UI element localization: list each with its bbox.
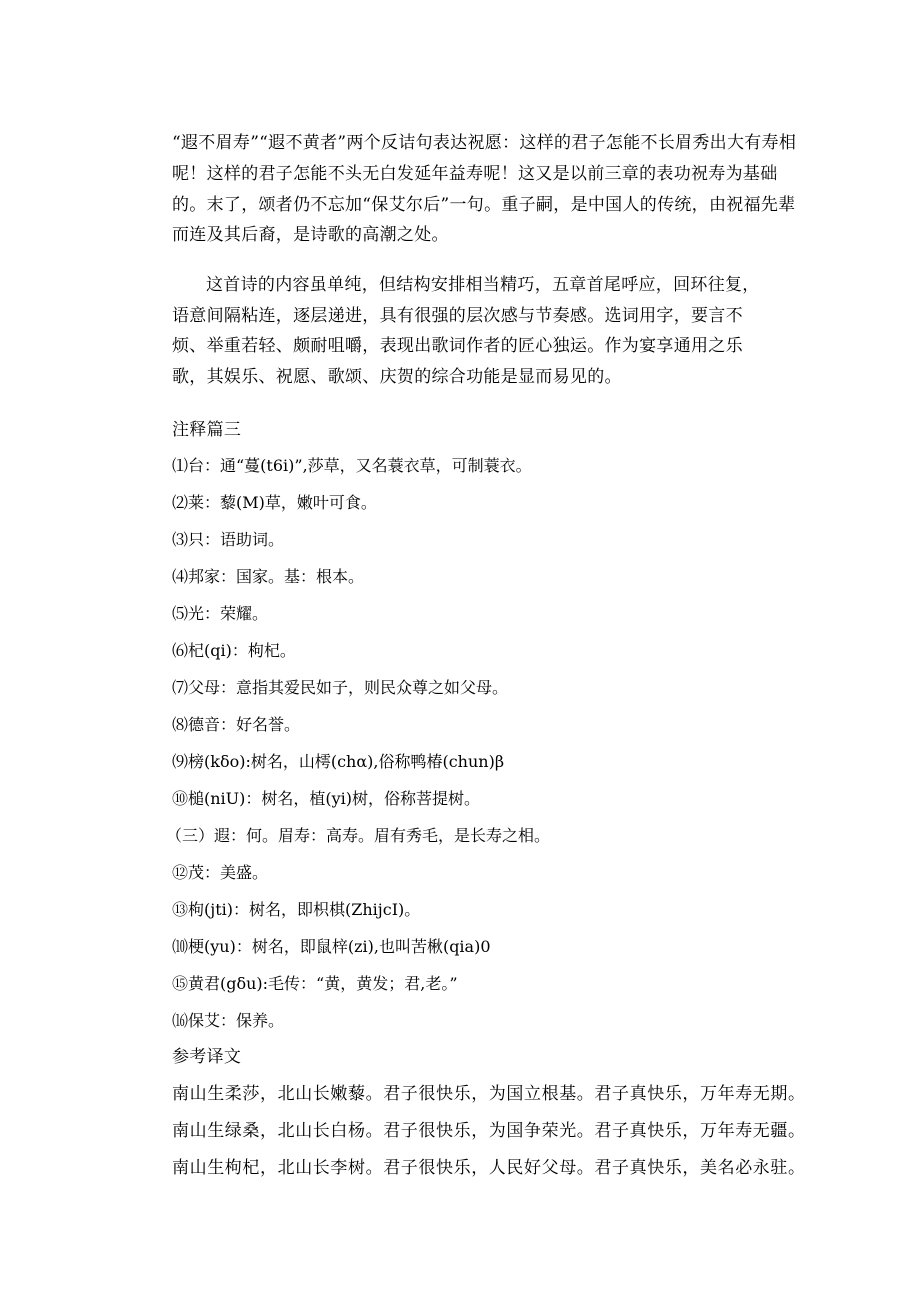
note-item: ⑺父母：意指其爱民如子，则民众尊之如父母。: [172, 678, 509, 697]
commentary-paragraph-1: “遐不眉寿”“遐不黄者”两个反诘句表达祝愿：这样的君子怎能不长眉秀出大有寿相呢！这样的君子怎能不头无白发延年益寿呢！这又是以前三章的表功祝寿为基础的。末了，颂者仍不忘加“保艾尔后”一句。重子嗣，是中国人的传统，由祝福先辈而连及其后裔，是诗歌的高潮之处。: [172, 133, 797, 246]
note-item: ⑮黄君(gδu):毛传：“黄，黄发；君,老。”: [172, 974, 458, 993]
note-item: ⑶只：语助词。: [172, 530, 285, 549]
note-item: ⑷邦家：国家。基：根本。: [172, 567, 365, 586]
note-item: ⑹杞(qi)：枸杞。: [172, 641, 296, 660]
note-item: ⒃保艾：保养。: [172, 1011, 285, 1030]
notes-heading: 注释篇三: [172, 420, 242, 440]
note-item: （三）遐：何。眉寿：高寿。眉有秀毛，是长寿之相。: [166, 826, 551, 845]
note-item: ⑻德音：好名誉。: [172, 715, 301, 734]
translation-heading: 参考译文: [172, 1047, 242, 1067]
translation-line: 南山生绿桑，北山长白杨。君子很快乐，为国争荣光。君子真快乐，万年寿无疆。: [172, 1121, 806, 1141]
translation-line: 南山生枸杞，北山长李树。君子很快乐，人民好父母。君子真快乐，美名必永驻。: [172, 1158, 806, 1178]
note-item: ⑼榜(kδo):树名，山樗(chα),俗称鸭椿(chun)β: [172, 752, 505, 771]
note-item: ⑫茂：美盛。: [172, 863, 269, 882]
note-item: ⑴台：通“蔓(t6i)”,莎草，又名蓑衣草，可制蓑衣。: [172, 456, 532, 475]
note-item: ⑸光：荣耀。: [172, 604, 269, 623]
translation-line: 南山生柔莎，北山长嫩藜。君子很快乐，为国立根基。君子真快乐，万年寿无期。: [172, 1084, 806, 1104]
commentary-paragraph-2: 这首诗的内容虽单纯，但结构安排相当精巧，五章首尾呼应，回环往复，语意间隔粘连，逐层递进，具有很强的层次感与节奏感。选词用字，要言不烦、举重若轻、颇耐咀嚼，表现出歌词作者的匠心独运。作为宴享通用之乐歌，其娱乐、祝愿、歌颂、庆贺的综合功能是显而易见的。: [172, 275, 760, 387]
note-item: ⑵莱：藜(M)草，嫩叶可食。: [172, 493, 377, 512]
note-item: ⑬枸(jti)：树名，即枳棋(ZhijcI)。: [172, 900, 421, 919]
note-item: ⑩槌(niU)：树名，植(yi)树，俗称菩提树。: [172, 789, 481, 808]
note-item: ⑽梗(yu)：树名，即鼠梓(zi),也叫苦楸(qia)0: [172, 937, 491, 956]
